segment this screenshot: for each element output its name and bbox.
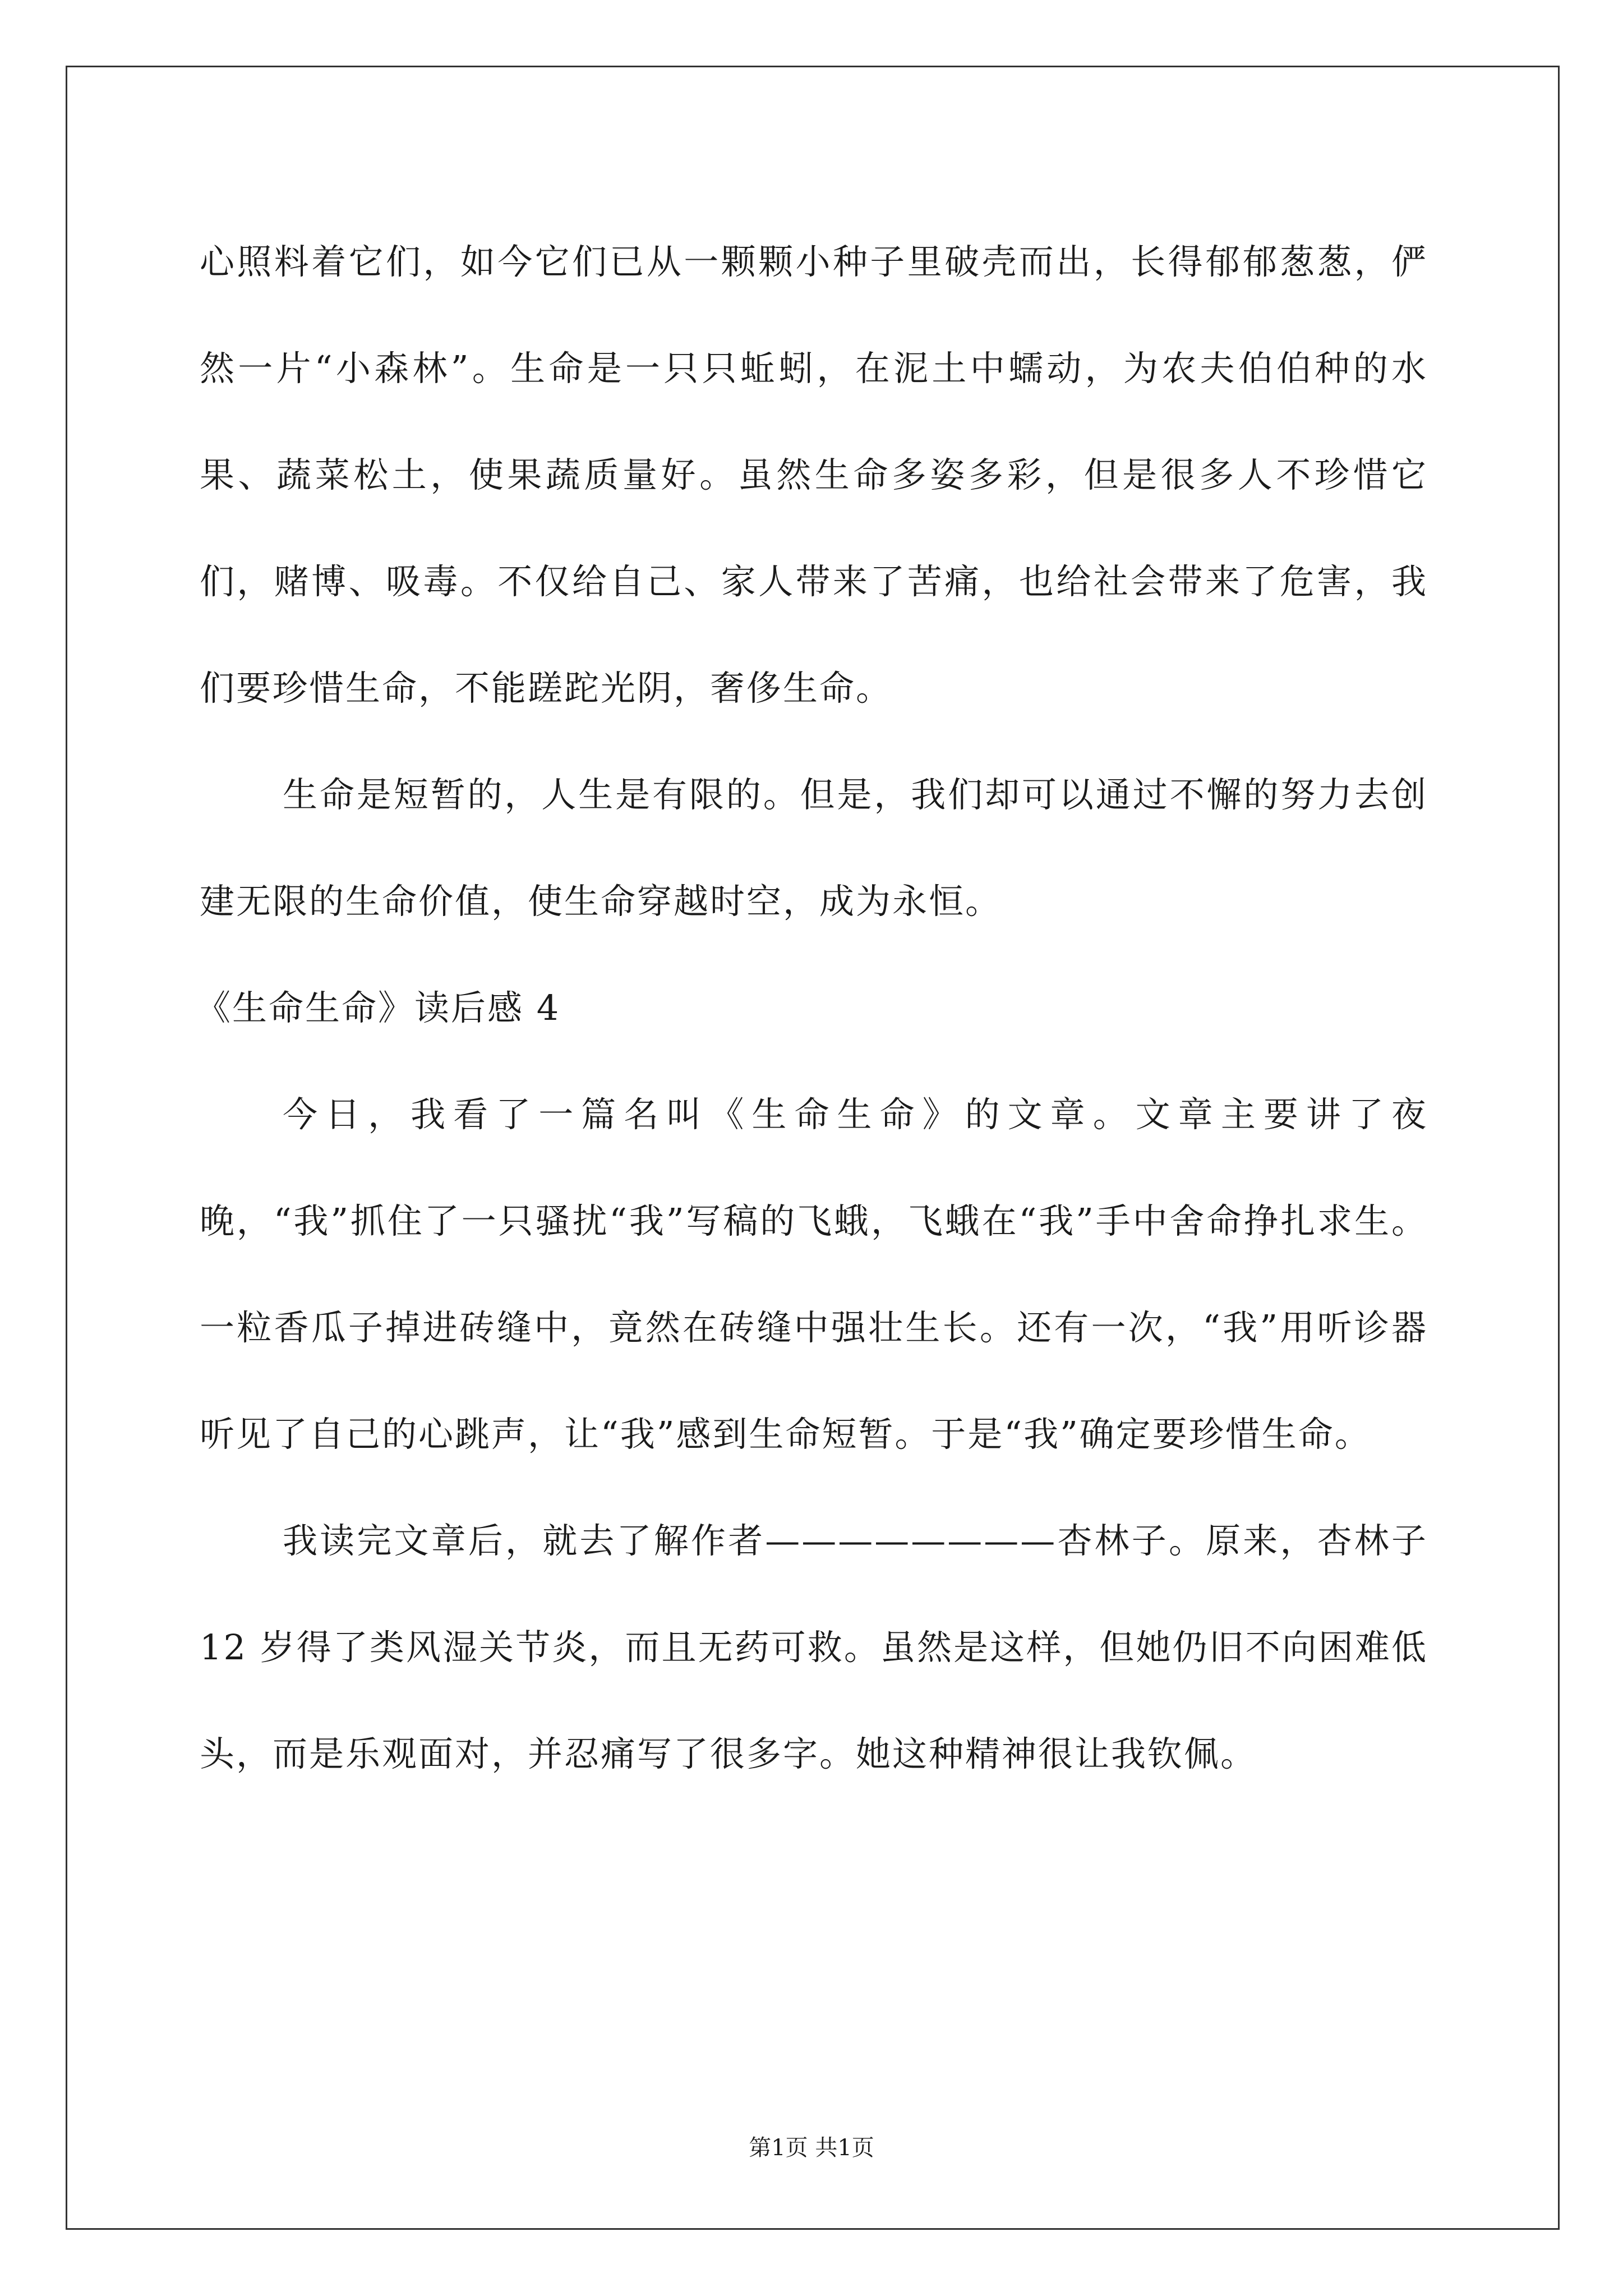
paragraph-2: 生命是短暂的，人生是有限的。但是，我们却可以通过不懈的努力去创建无限的生命价值，使生命穿越时空，成为永恒。 (200, 774, 1428, 922)
section-title: 《生命生命》读后感 4 (196, 987, 561, 1028)
paragraph-1: 心照料着它们，如今它们已从一颗颗小种子里破壳而出，长得郁郁葱葱，俨然一片“小森林”。生命是一只只蚯蚓，在泥土中蠕动，为农夫伯伯种的水果、蔬菜松土，使果蔬质量好。虽然生命多姿多彩，但是很多人不珍惜它们，赌博、吸毒。不仅给自己、家人带来了苦痛，也给社会带来了危害，我们要珍惜生命，不能蹉跎光阴，奢侈生命。 (200, 241, 1428, 708)
document-body (196, 209, 1428, 1807)
paragraph-3: 今日，我看了一篇名叫《生命生命》的文章。文章主要讲了夜晚，“我”抓住了一只骚扰“我”写稿的飞蛾，飞蛾在“我”手中舍命挣扎求生。一粒香瓜子掉进砖缝中，竟然在砖缝中强壮生长。还有一次，“我”用听诊器听见了自己的心跳声，让“我”感到生命短暂。于是“我”确定要珍惜生命。 (200, 1094, 1428, 1455)
page-footer: 第1页 共1页 (749, 2135, 874, 2161)
paragraph-4: 我读完文章后，就去了解作者————————杏林子。原来，杏林子 12 岁得了类风湿关节炎，而且无药可救。虽然是这样，但她仍旧不向困难低头，而是乐观面对，并忍痛写了很多字。她这种精神很让我钦佩。 (200, 1520, 1428, 1774)
